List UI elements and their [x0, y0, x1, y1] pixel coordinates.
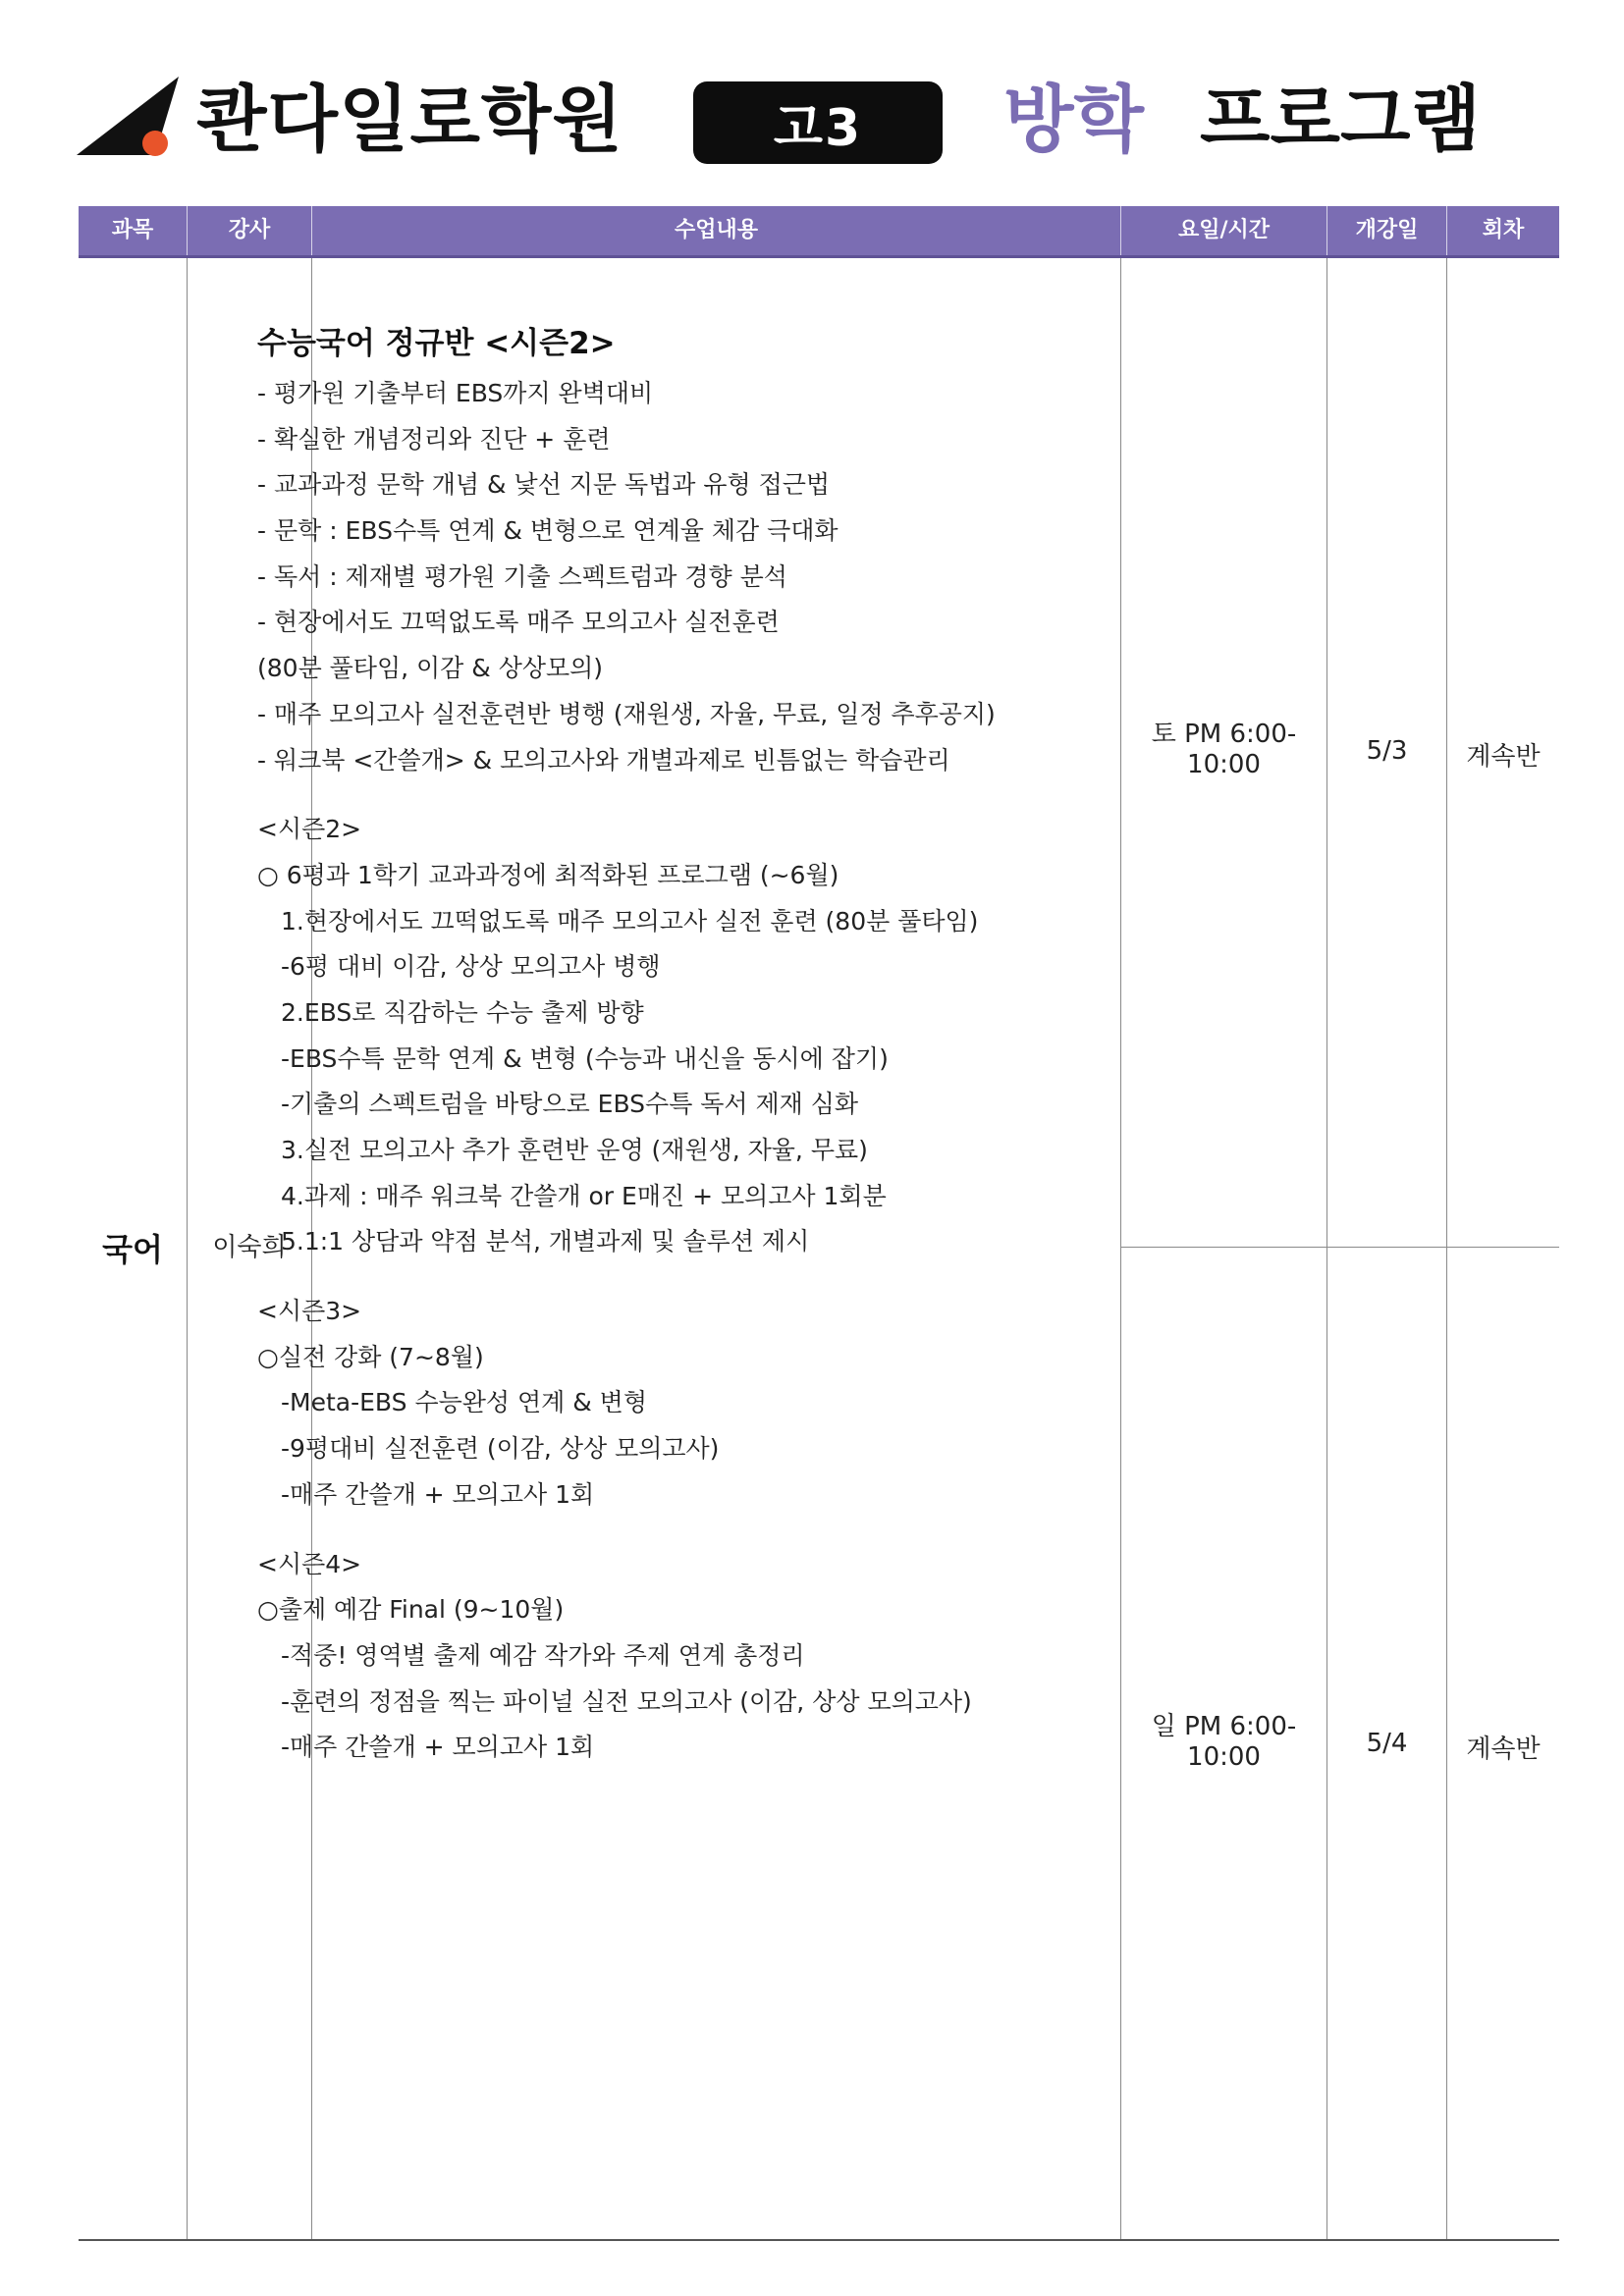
course-content: [257, 316, 1033, 1771]
col-subject: 과목: [111, 218, 154, 242]
subject-cell: 국어: [102, 1231, 163, 1268]
season-heading: ○출제 예감 Final (9~10월): [257, 1595, 565, 1625]
session-round: 계속반: [1466, 742, 1541, 772]
list-item: -Meta-EBS 수능완성 연계 & 변형: [281, 1388, 647, 1417]
session-time: [1121, 720, 1326, 780]
session-time-line2: 10:00: [1187, 750, 1261, 779]
list-item: 4.과제 : 매주 워크북 간쓸개 or E매진 + 모의고사 1회분: [281, 1181, 887, 1210]
list-item: -훈련의 정점을 찍는 파이널 실전 모의고사 (이감, 상상 모의고사): [281, 1686, 972, 1716]
table-bottom-border: [79, 2239, 1559, 2241]
course-title: 수능국어 정규반 <시즌2>: [257, 326, 616, 361]
list-item: -EBS수특 문학 연계 & 변형 (수능과 내신을 동시에 잡기): [281, 1043, 889, 1073]
list-item: - 현장에서도 끄떡없도록 매주 모의고사 실전훈련: [257, 608, 780, 637]
list-item: -매주 간쓸개 + 모의고사 1회: [281, 1479, 595, 1509]
col-round: 회차: [1482, 218, 1525, 242]
list-item: -9평대비 실전훈련 (이감, 상상 모의고사): [281, 1434, 720, 1464]
page-title: 프로그램: [1200, 78, 1481, 162]
list-item: 3.실전 모의고사 추가 훈련반 운영 (재원생, 자율, 무료): [281, 1136, 868, 1164]
col-content: 수업내용: [674, 218, 758, 242]
column-divider: [1446, 258, 1447, 2240]
list-item: (80분 풀타임, 이감 & 상상모의): [257, 654, 604, 683]
brand-name: 콴다일로학원: [196, 78, 623, 162]
session-start-date: 5/4: [1366, 1729, 1408, 1758]
session-divider: [1120, 1247, 1559, 1248]
list-item: - 독서 : 제재별 평가원 기출 스펙트럼과 경향 분석: [257, 561, 787, 591]
season-heading: ○실전 강화 (7~8월): [257, 1342, 484, 1371]
list-item: 5.1:1 상담과 약점 분석, 개별과제 및 솔루션 제시: [281, 1227, 810, 1256]
list-item: - 평가원 기출부터 EBS까지 완벽대비: [257, 379, 654, 407]
list-item: - 문학 : EBS수특 연계 & 변형으로 연계율 체감 극대화: [257, 516, 839, 546]
teacher-cell: 이숙희: [212, 1233, 287, 1262]
list-item: - 확실한 개념정리와 진단 + 훈련: [257, 424, 611, 454]
col-time: 요일/시간: [1177, 218, 1271, 242]
col-teacher: 강사: [228, 218, 271, 242]
session-time-line1: 토 PM 6:00-: [1151, 720, 1297, 749]
list-item: -적중! 영역별 출제 예감 작가와 주제 연계 총정리: [281, 1640, 805, 1670]
season-label: <시즌4>: [257, 1549, 362, 1578]
list-item: - 매주 모의고사 실전훈련반 병행 (재원생, 자율, 무료, 일정 추후공지): [257, 699, 996, 728]
list-item: -매주 간쓸개 + 모의고사 1회: [281, 1733, 595, 1762]
season-heading: ○ 6평과 1학기 교과과정에 최적화된 프로그램 (~6월): [257, 860, 839, 889]
season-label: <시즌3>: [257, 1297, 362, 1326]
season-label: <시즌2>: [257, 815, 362, 844]
session-round: 계속반: [1466, 1735, 1541, 1764]
session-start-date: 5/3: [1366, 736, 1408, 766]
list-item: 2.EBS로 직감하는 수능 출제 방향: [281, 997, 644, 1027]
title-accent: 방학: [1003, 78, 1144, 162]
column-divider: [1120, 258, 1121, 2240]
list-item: - 교과과정 문학 개념 & 낯선 지문 독법과 유형 접근법: [257, 470, 831, 500]
session-time: [1121, 1712, 1326, 1773]
session-time-line1: 일 PM 6:00-: [1151, 1712, 1297, 1741]
list-item: -6평 대비 이감, 상상 모의고사 병행: [281, 952, 661, 982]
grade-badge: 고3: [693, 81, 943, 164]
column-divider: [1326, 258, 1327, 2240]
list-item: 1.현장에서도 끄떡없도록 매주 모의고사 실전 훈련 (80분 풀타임): [281, 906, 979, 935]
col-start-date: 개강일: [1355, 218, 1419, 242]
session-time-line2: 10:00: [1187, 1742, 1261, 1772]
table-header: [79, 206, 1559, 258]
list-item: -기출의 스펙트럼을 바탕으로 EBS수특 독서 제재 심화: [281, 1090, 859, 1119]
list-item: - 워크북 <간쓸개> & 모의고사와 개별과제로 빈틈없는 학습관리: [257, 745, 950, 774]
logo-icon: [77, 75, 179, 161]
